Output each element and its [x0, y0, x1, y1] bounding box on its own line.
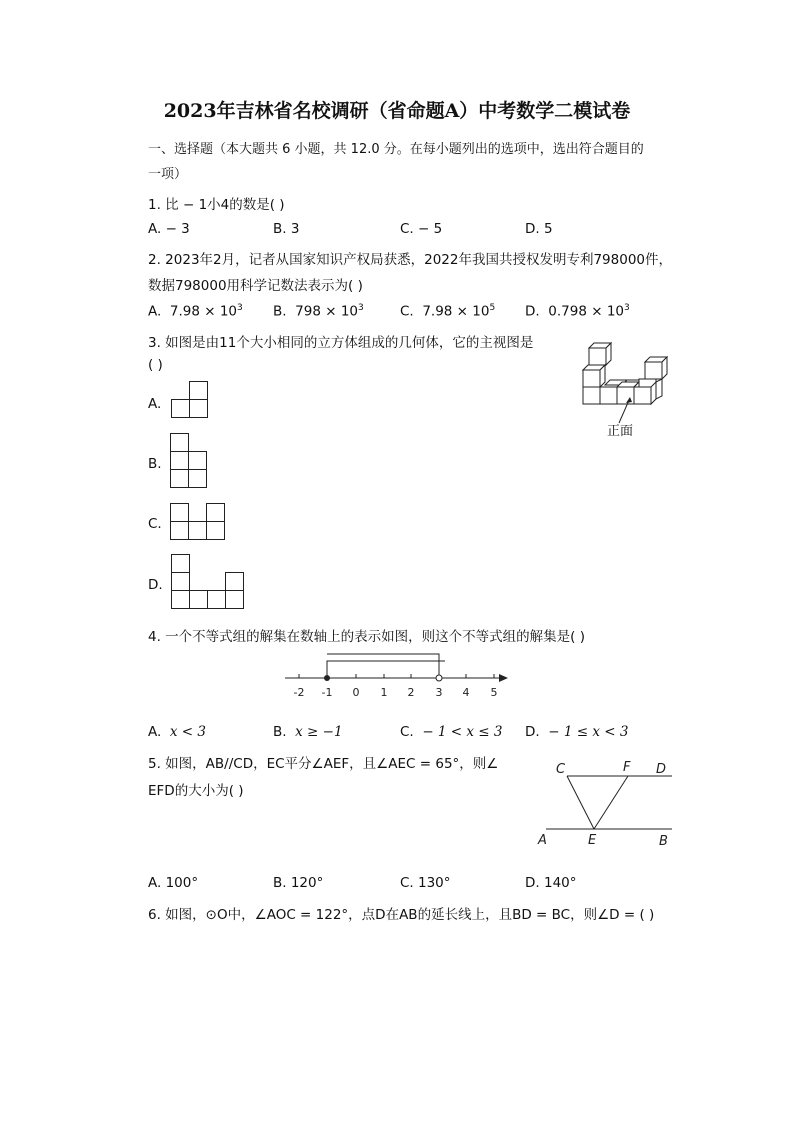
- q3-option-a-figure: [168, 380, 212, 422]
- q4-option-a: A. x < 3: [148, 724, 206, 740]
- point-label-b: B: [659, 834, 668, 849]
- q1-option-d: D. 5: [525, 221, 553, 237]
- q5-stem-line2: EFD的大小为( ): [148, 783, 244, 799]
- q5-option-a: A. 100°: [148, 875, 199, 891]
- q3-option-d-label: D.: [148, 577, 163, 593]
- q5-stem-line1: 5. 如图，AB//CD，EC平分∠AEF，且∠AEC = 65°，则∠: [148, 756, 499, 772]
- q5-option-b: B. 120°: [273, 875, 324, 891]
- point-label-d: D: [656, 762, 667, 777]
- q3-figure-label: 正面: [607, 424, 634, 439]
- q2-stem-line2: 数据798000用科学记数法表示为( ): [148, 278, 363, 294]
- q3-option-b-label: B.: [148, 456, 162, 472]
- q2-option-b: B. $798 \times 10^3$: [273, 303, 364, 320]
- q1-option-b: B. 3: [273, 221, 300, 237]
- q2-stem-line1: 2. 2023年2月，记者从国家知识产权局获悉，2022年我国共授权发明专利798000件，: [148, 252, 673, 268]
- q1-stem: 1. 比 − 1小4的数是( ): [148, 197, 285, 213]
- point-label-e: E: [588, 833, 597, 848]
- q5-parallel-lines-figure: [532, 756, 682, 851]
- tick-label: -1: [321, 686, 333, 699]
- q3-option-a-label: A.: [148, 396, 162, 412]
- q1-option-a: A. − 3: [148, 221, 190, 237]
- tick-label: 1: [380, 686, 388, 699]
- q3-option-c-label: C.: [148, 516, 162, 532]
- q3-stem-line1: 3. 如图是由11个大小相同的立方体组成的几何体，它的主视图是: [148, 335, 534, 351]
- q1-option-c: C. − 5: [400, 221, 443, 237]
- q4-option-c: C. − 1 < x ≤ 3: [400, 724, 503, 740]
- q3-option-b-figure: [168, 432, 212, 492]
- q5-option-c: C. 130°: [400, 875, 451, 891]
- section-header-line1: 一、选择题（本大题共 6 小题，共 12.0 分。在每小题列出的选项中，选出符合题目的: [148, 142, 644, 157]
- q3-option-c-figure: [168, 502, 230, 544]
- point-label-a: A: [538, 833, 547, 848]
- page-title: 2023年吉林省名校调研（省命题A）中考数学二模试卷: [163, 100, 631, 122]
- section-header-line2: 一项）: [148, 167, 188, 182]
- tick-label: 0: [352, 686, 360, 699]
- solid-point-icon: [324, 675, 330, 681]
- q5-option-d: D. 140°: [525, 875, 577, 891]
- tick-label: -2: [293, 686, 305, 699]
- tick-label: 2: [407, 686, 415, 699]
- q2-option-c: C. $7.98 \times 10^5$: [400, 303, 496, 320]
- tick-label: 4: [462, 686, 470, 699]
- q6-stem: 6. 如图，⊙O中，∠AOC = 122°，点D在AB的延长线上，且BD = BC，则∠D = ( ): [148, 907, 655, 923]
- open-point-icon: [436, 675, 442, 681]
- axis-arrow-icon: [499, 674, 508, 682]
- q3-stem-line2: ( ): [148, 357, 163, 373]
- q2-option-d: D. $0.798 \times 10^3$: [525, 303, 630, 320]
- point-label-c: C: [556, 762, 566, 777]
- tick-label: 5: [490, 686, 498, 699]
- q3-option-d-figure: [168, 552, 250, 614]
- tick-label: 3: [435, 686, 443, 699]
- q4-option-d: D. − 1 ≤ x < 3: [525, 724, 629, 740]
- q2-option-a: A. $7.98 \times 10^3$: [148, 303, 243, 320]
- q4-number-line: [280, 648, 510, 703]
- point-label-f: F: [623, 760, 631, 775]
- q4-option-b: B. x ≥ −1: [273, 724, 343, 740]
- q4-stem: 4. 一个不等式组的解集在数轴上的表示如图，则这个不等式组的解集是( ): [148, 629, 585, 645]
